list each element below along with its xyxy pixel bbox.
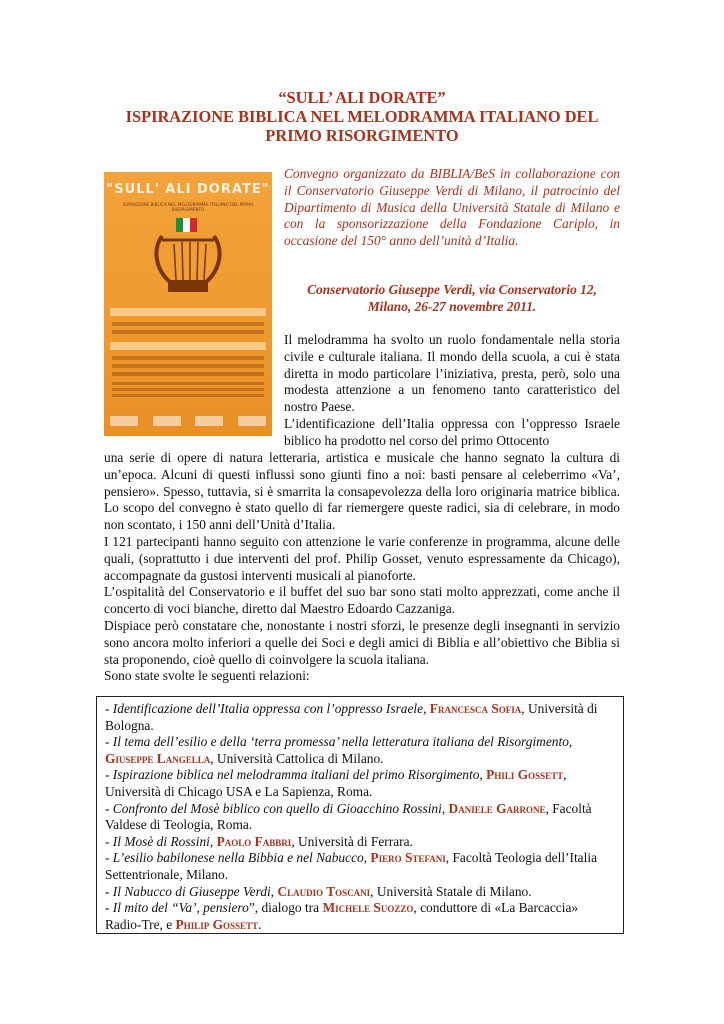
relazione-affiliation: , Università Cattolica di Milano. (210, 750, 384, 766)
sponsor-logo (153, 416, 181, 426)
relazione-affiliation: , conduttore di «La Barcaccia» Radio-Tre, e (105, 900, 579, 932)
relazione-speaker: Giuseppe Langella (105, 750, 211, 766)
body-paragraph-5: Dispiace però constatare che, nonostante i nostri sforzi, le presenze degli insegnanti in servizio sono ancora molto inferiori a quelle dei Soci e degli amici di Biblia e all’obiettivo che Biblia si sta proponendo, cioè quello di coinvolgere la scuola italiana. (104, 617, 620, 667)
document-title (0, 88, 724, 145)
venue-info (284, 282, 620, 316)
venue-line-2: Milano, 26-27 novembre 2011. (367, 298, 537, 314)
relazione-affiliation: , Università di Bologna. (105, 701, 598, 733)
relazione-title: - Ispirazione biblica nel melodramma italiani del primo Risorgimento (105, 767, 480, 783)
poster-text-line (112, 364, 264, 368)
relazione-title: - Il Nabucco di Giuseppe Verdi (105, 883, 271, 899)
relazione-item: - Identificazione dell’Italia oppressa con l’oppresso Israele, Francesca Sofia, Università di Bologna. (105, 701, 598, 733)
relazione-title: - Il Mosè di Rossini (105, 833, 210, 849)
poster-subtitle: ISPIRAZIONE BIBLICA NEL MELODRAMMA ITALIANO DEL PRIMO RISORGIMENTO (122, 202, 254, 212)
relazione-item: - Il Nabucco di Giuseppe Verdi, Claudio Toscani, Università Statale di Milano. (105, 883, 532, 899)
title-line-2: ISPIRAZIONE BIBLICA NEL MELODRAMMA ITALIANO DEL (125, 107, 599, 126)
relazione-affiliation: , Facoltà Teologia dell’Italia Settentrionale, Milano. (105, 850, 598, 882)
sponsor-logo (195, 416, 223, 426)
relazione-item: - Il mito del “Va’, pensiero”, dialogo tra Michele Suozzo, conduttore di «La Barcaccia» Radio-Tre, e Philip Gossett. (105, 900, 579, 932)
lyre-icon (148, 230, 228, 300)
poster-text-line (112, 322, 264, 326)
sponsor-logo (238, 416, 266, 426)
intro-paragraph: Convegno organizzato da BIBLIA/BeS in collaborazione con il Conservatorio Giuseppe Verdi di Milano, il patrocinio del Dipartimento di Musica della Università Statale di Milano e con la sponsorizzazione della Fondazione Cariplo, in occasione del 150° anno dell’unità d’Italia. (284, 166, 620, 249)
event-poster-image (104, 172, 272, 436)
body-paragraph-4: L’ospitalità del Conservatorio e il buffet del suo bar sono stati molto apprezzati, come anche il concerto di voci bianche, diretto dal Maestro Edoardo Cazzaniga. (104, 584, 620, 617)
relazione-speaker: Daniele Garrone (448, 800, 546, 816)
body-paragraph-1: Il melodramma ha svolto un ruolo fondamentale nella storia civile e culturale italiana. Il mondo della scuola, a cui è stata diretta in modo particolare l’iniziativa, presta, però, solo una modesta attenzione a un fenomeno tanto caratteristico del nostro Paese. (284, 332, 620, 415)
relazione-speaker: Phili Gossett (486, 767, 564, 783)
title-line-1: “SULL’ ALI DORATE” (278, 88, 446, 107)
relazione-title: - Il mito del “Va’, pensiero (105, 900, 249, 916)
relazione-item (105, 734, 617, 767)
relazione-speaker: Michele Suozzo (322, 900, 414, 916)
title-line-3: PRIMO RISORGIMENTO (265, 126, 459, 145)
relazione-title: - L’esilio babilonese nella Bibbia e nel Nabucco (105, 850, 364, 866)
relazione-speaker: Claudio Toscani (277, 883, 371, 899)
relazione-speaker: Francesca Sofia (429, 701, 522, 716)
poster-band (110, 342, 266, 350)
relazione-affiliation: , Università di Ferrara. (291, 833, 413, 849)
relazione-item: - Confronto del Mosè biblico con quello di Gioacchino Rossini, Daniele Garrone, Facoltà Valdese di Teologia, Roma. (105, 800, 592, 833)
relazione-item: - Il Mosè di Rossini, Paolo Fabbri, Università di Ferrara. (105, 833, 413, 849)
body-text-wrapped (284, 332, 620, 450)
poster-text-line (112, 394, 264, 397)
poster-text-line (112, 330, 264, 334)
relazione-affiliation: , Università di Chicago USA e La Sapienza, Roma. (105, 767, 567, 799)
relazione-item: - L’esilio babilonese nella Bibbia e nel Nabucco, Piero Stefani, Facoltà Teologia dell’Italia Settentrionale, Milano. (105, 850, 598, 882)
relazione-title: - Identificazione dell’Italia oppressa con l’oppresso Israele (105, 701, 424, 716)
relazione-title: - Confronto del Mosè biblico con quello di Gioacchino Rossini (105, 800, 442, 816)
relazione-affiliation: , Università Statale di Milano. (370, 883, 532, 899)
body-text-full (104, 450, 620, 685)
relazione-title: - Il tema dell’esilio e della ‘terra promessa’ nella letteratura italiana del Risorgimento, (105, 734, 573, 750)
relazione-speaker: Paolo Fabbri (216, 833, 292, 849)
relazione-speaker: Philip Gossett (175, 916, 259, 932)
poster-text-line (112, 388, 264, 391)
poster-text-line (112, 356, 264, 360)
relazioni-list-box (96, 696, 624, 934)
body-paragraph-2-rest: una serie di opere di natura letteraria, artistica e musicale che hanno segnato la cultura di un’epoca. Alcuni di questi influssi sono giunti fino a noi: basti pensare al celeberrimo «Va’, pensiero». Spesso, tuttavia, si è smarrita la consapevolezza della loro originaria matrice biblica. Lo scopo del convegno è stato quello di far riemergere queste radici, sia di celebrare, in modo non scontato, i 150 anni dell’Unità d’Italia. (104, 450, 620, 533)
poster-logos (110, 416, 266, 428)
body-paragraph-2-start: L’identificazione dell’Italia oppressa con l’oppresso Israele biblico ha prodotto nel corso del primo Ottocento (284, 415, 620, 448)
poster-band (110, 308, 266, 316)
poster-text-line (112, 372, 264, 376)
poster-text-line (112, 382, 264, 385)
relazione-item: - Ispirazione biblica nel melodramma italiani del primo Risorgimento, Phili Gossett, Università di Chicago USA e La Sapienza, Roma. (105, 767, 567, 799)
venue-line-1: Conservatorio Giuseppe Verdi, via Conservatorio 12, (307, 282, 597, 297)
body-paragraph-6: Sono state svolte le seguenti relazioni: (104, 668, 310, 684)
poster-title: "SULL' ALI DORATE" (106, 182, 270, 197)
body-paragraph-3: I 121 partecipanti hanno seguito con attenzione le varie conferenze in programma, alcune delle quali, (soprattutto i due interventi del prof. Philip Gosset, venuto espressamente da Chicago), accompagnate da gustosi interventi musicali al pianoforte. (104, 533, 620, 583)
relazione-speaker: Piero Stefani (370, 850, 446, 866)
sponsor-logo (110, 416, 138, 426)
relazione-affiliation: , Facoltà Valdese di Teologia, Roma. (105, 800, 592, 833)
